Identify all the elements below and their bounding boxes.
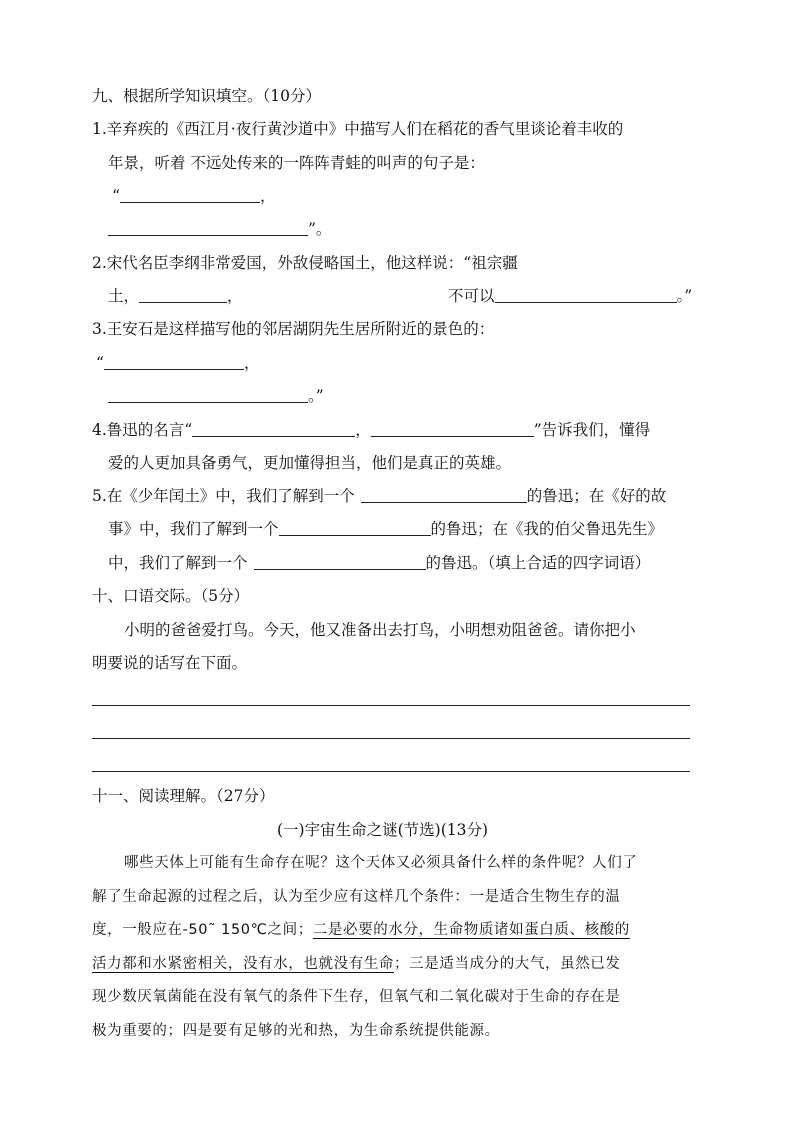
q3-line-1: 3.王安石是这样描写他的邻居湖阴先生居所附近的景色的： [92,320,495,338]
q5-text: 事》中，我们了解到一个 [108,520,279,538]
section-9-heading: 九、根据所学知识填空。（10分） [92,87,321,105]
q4-suffix: ”告诉我们，懂得 [533,421,651,439]
q5-text: 的鲁迅；在《我的伯父鲁迅先生》 [430,520,664,538]
s10-paragraph-line-1: 小明的爸爸爱打鸟。今天，他又准备出去打鸟，小明想劝阻爸爸。请你把小 [124,621,636,639]
q1-blank-2[interactable] [108,220,308,236]
passage-line-6: 极为重要的；四是要有足够的光和热，为生命系统提供能源。 [92,1023,500,1039]
close-quote: 。” [308,387,324,405]
q5-blank-2[interactable] [279,520,431,536]
q2-line-1: 2.宋代名臣李纲非常爱国，外敌侵略国土，他这样说：“祖宗疆 [92,254,518,272]
q1-answer-line-1 [112,186,275,206]
q5-line-3 [108,553,650,573]
comma: ， [227,287,243,305]
open-quote: “ [96,354,104,372]
passage-text: ；三是适当成分的大气，虽然已发 [394,956,621,972]
passage-line-2: 解了生命起源的过程之后，认为至少应有这样几个条件：一是适合生物生存的温 [92,889,621,905]
answer-line-2[interactable] [92,738,690,739]
q3-blank-2[interactable] [108,387,308,403]
passage-line-5: 现少数厌氧菌能在没有氧气的条件下生存，但氧气和二氧化碳对于生命的存在是 [92,989,621,1005]
q3-answer-line-2 [108,386,324,406]
underlined-sentence: 活力都和水紧密相关，没有水，也就没有生命 [92,956,394,972]
section-10-heading: 十、口语交际。（5分） [92,587,250,605]
q4-blank-2[interactable] [371,421,534,437]
q2-blank-1[interactable] [139,287,227,303]
passage-line-1: 哪些天体上可能有生命存在呢？这个天体又必须具备什么样的条件呢？人们了 [124,855,638,871]
q1-answer-line-2 [108,219,331,239]
q2-prefix: 土， [108,287,140,305]
q5-text: 5.在《少年闰土》中，我们了解到一个 [92,487,355,505]
q5-text: 的鲁迅；在《好的故 [526,487,667,505]
underlined-sentence: 二是必要的水分，生命物质诸如蛋白质、核酸的 [312,922,630,938]
answer-line-1[interactable] [92,705,690,706]
q5-line-1 [92,486,666,506]
close-quote: ”。 [308,220,332,238]
answer-line-3[interactable] [92,771,690,772]
comma: ， [259,187,276,205]
q5-text: 的鲁迅。（填上合适的四字词语） [425,554,651,572]
passage-line-4 [92,954,621,974]
q5-blank-1[interactable] [361,487,527,503]
q5-line-2 [108,519,663,539]
q3-answer-line-1 [96,353,259,373]
open-quote: “ [112,187,120,205]
q1-line-2: 年景，听着 不远处传来的一阵阵青蛙的叫声的句子是： [108,154,485,172]
q5-text: 中，我们了解到一个 [108,554,248,572]
q2-answer-line-b [448,286,692,306]
q4-blank-1[interactable] [192,421,355,437]
q4-prefix: 4.鲁迅的名言“ [92,421,193,439]
passage-title: (一)宇宙生命之谜(节选)(13分) [277,821,489,839]
passage-text: 度，一般应在-50˜ 150℃之间； [92,922,313,938]
q5-blank-3[interactable] [254,554,426,570]
q2-middle: 不可以 [448,287,495,305]
q1-blank-1[interactable] [120,187,260,203]
q1-line-1: 1.辛弃疾的《西江月·夜行黄沙道中》中描写人们在稻花的香气里谈论着丰收的 [92,120,624,138]
q3-blank-1[interactable] [104,354,244,370]
q2-blank-2[interactable] [495,287,677,303]
comma: ， [243,354,260,372]
q2-answer-line-a [108,286,243,306]
close-quote: 。” [676,287,693,305]
section-11-heading: 十一、阅读理解。（27分） [92,787,275,805]
q4-line-1 [92,420,650,440]
q4-line-2: 爱的人更加具备勇气，更加懂得担当，他们是真正的英雄。 [108,454,512,472]
s10-paragraph-line-2: 明要说的话写在下面。 [92,654,248,672]
passage-line-3 [92,920,630,940]
comma: ， [355,421,371,439]
